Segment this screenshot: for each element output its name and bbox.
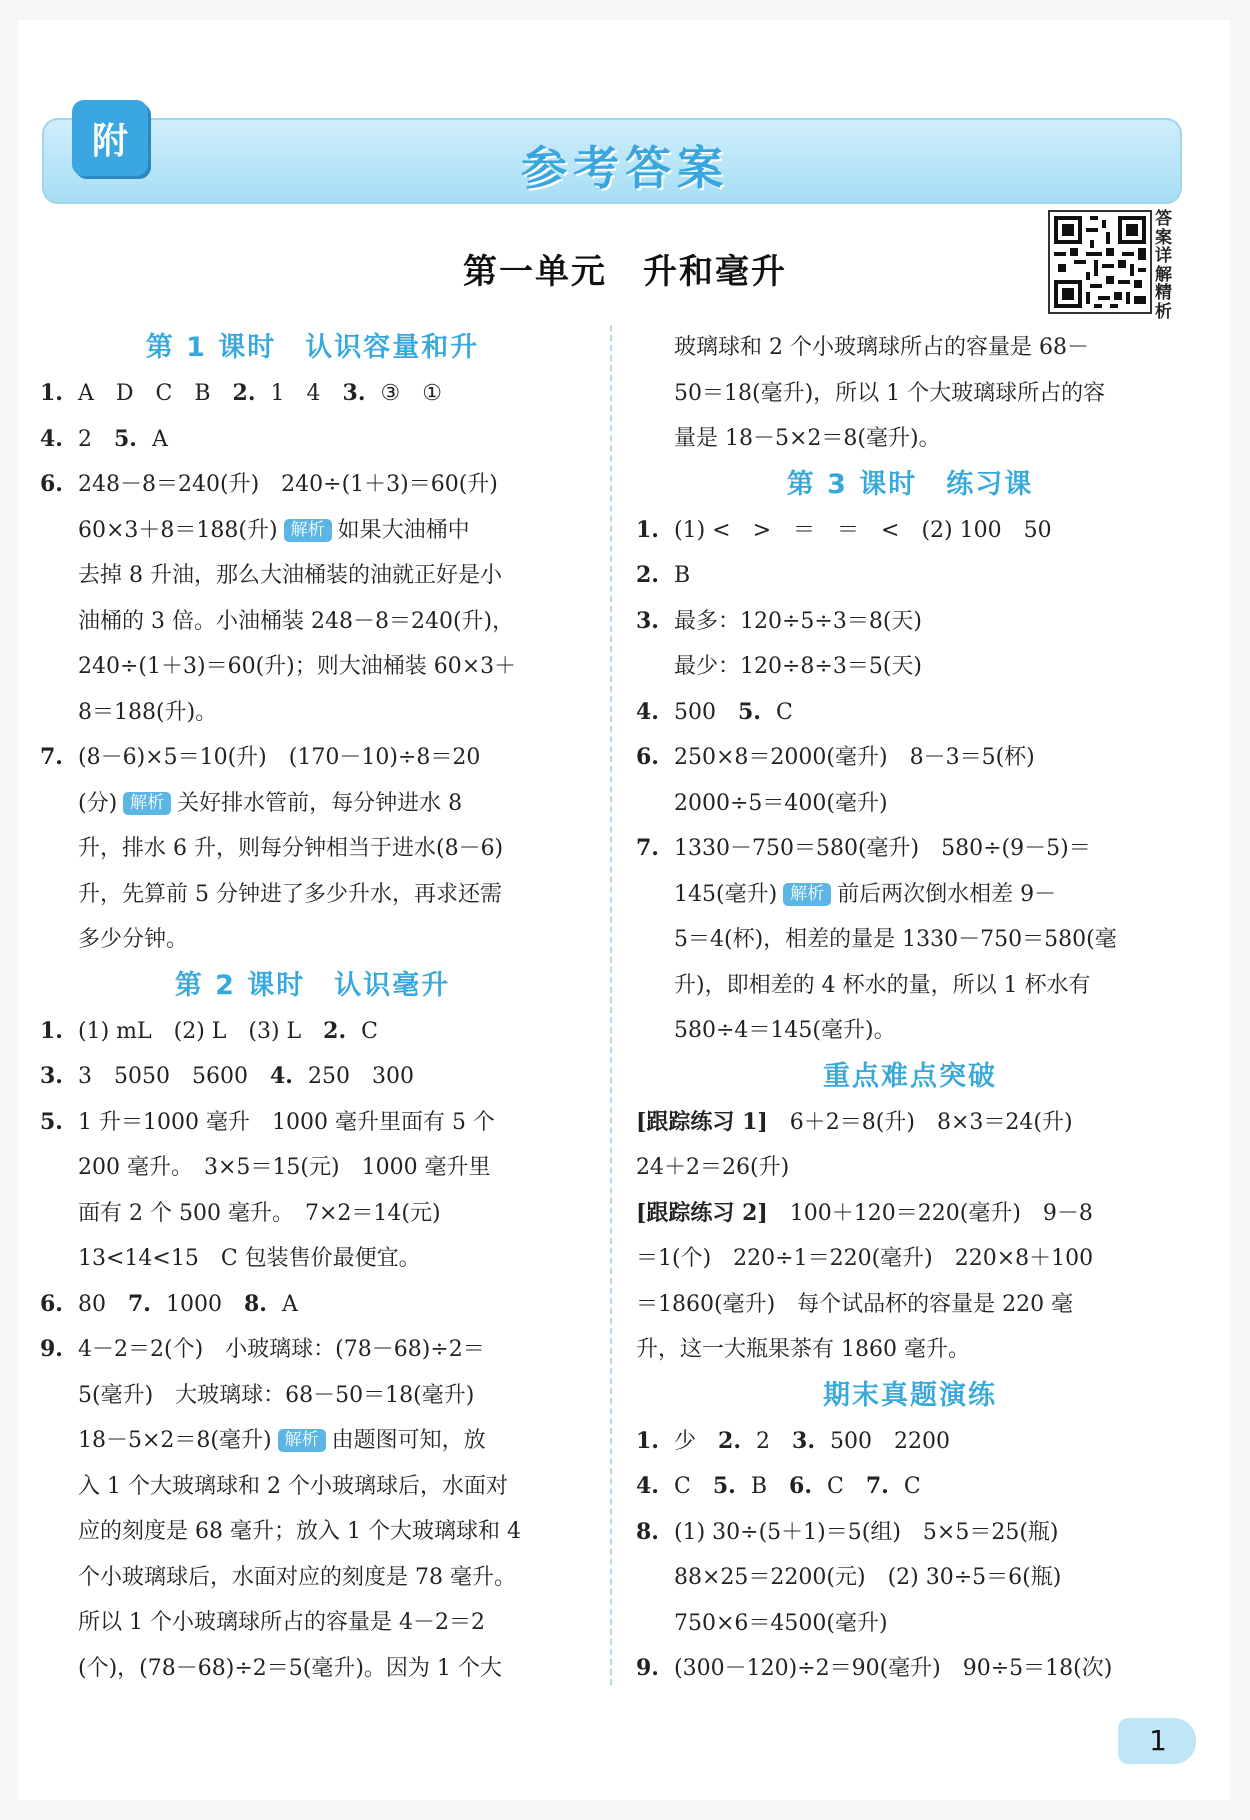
answer-continuation xyxy=(40,1373,585,1419)
answer-line xyxy=(40,1100,585,1146)
question-number: 3. xyxy=(636,607,659,634)
answer-text: 2 xyxy=(756,1428,793,1454)
answer-text: (1) < > ＝ ＝ < (2) 100 50 xyxy=(674,517,1052,543)
answer-text: 1 4 xyxy=(270,381,343,406)
question-number: 8. xyxy=(244,1290,267,1317)
answer-text: 升，排水 6 升，则每分钟相当于进水(8－6) xyxy=(78,836,504,861)
appendix-tag: 附 xyxy=(72,100,148,176)
answer-continuation xyxy=(40,917,585,963)
page-title: 参考答案 xyxy=(521,141,729,195)
answer-text: 去掉 8 升油，那么大油桶装的油就正好是小 xyxy=(78,563,502,588)
answer-line xyxy=(636,1464,1184,1510)
answer-text: (1) mL (2) L (3) L xyxy=(78,1018,324,1044)
answer-continuation xyxy=(636,1327,1184,1373)
answer-text: 60×3＋8＝188(升) xyxy=(78,517,278,543)
answer-text: B xyxy=(750,1474,790,1499)
answer-text: 2 xyxy=(78,426,114,452)
answer-continuation xyxy=(636,1145,1184,1191)
answer-text: 1 升＝1000 毫升 1000 毫升里面有 5 个 xyxy=(78,1109,495,1135)
answer-text: A xyxy=(152,426,168,452)
answer-continuation xyxy=(636,963,1184,1009)
answer-text: (分) xyxy=(78,790,118,816)
question-number: 4. xyxy=(40,425,63,452)
answer-line xyxy=(636,1646,1184,1692)
question-number: 5. xyxy=(712,1473,736,1499)
answer-line xyxy=(40,417,585,463)
question-number: 8. xyxy=(636,1518,659,1545)
answer-text: 6＋2＝8(升) 8×3＝24(升) xyxy=(767,1109,1073,1135)
question-number: 3. xyxy=(342,380,366,406)
question-number: 6. xyxy=(789,1473,812,1499)
answer-text: B xyxy=(674,563,691,588)
answer-text: 关好排水管前，每分钟进水 8 xyxy=(177,790,463,816)
answer-continuation xyxy=(636,1191,1184,1237)
answer-text: (1) 30÷(5＋1)＝5(组) 5×5＝25(瓶) xyxy=(674,1519,1059,1545)
section-heading: 重点难点突破 xyxy=(823,1060,997,1092)
answer-text: 8＝188(升)。 xyxy=(78,699,218,725)
answer-text: 1330－750＝580(毫升) 580÷(9－5)＝ xyxy=(674,836,1091,861)
answer-text: 最多：120÷5÷3＝8(天) xyxy=(674,608,923,634)
answer-line xyxy=(40,1327,585,1373)
answer-line xyxy=(636,1510,1184,1556)
question-number: 2. xyxy=(232,380,256,406)
answer-text: 5＝4(杯)，相差的量是 1330－750＝580(毫 xyxy=(674,927,1117,952)
answer-line xyxy=(636,1419,1184,1465)
answer-text: (个)，(78－68)÷2＝5(毫升)。因为 1 个大 xyxy=(78,1655,502,1681)
answer-line xyxy=(40,1009,585,1055)
answer-continuation xyxy=(636,1555,1184,1601)
answer-text: 入 1 个大玻璃球和 2 个小玻璃球后，水面对 xyxy=(78,1473,508,1499)
answer-continuation xyxy=(40,781,585,827)
answer-text: C xyxy=(361,1018,379,1044)
answer-continuation xyxy=(40,872,585,918)
answer-text: 前后两次倒水相差 9－ xyxy=(837,881,1057,907)
answer-text: 4－2＝2(个) 小玻璃球：(78－68)÷2＝ xyxy=(78,1337,485,1362)
right-column xyxy=(636,325,1184,1692)
answer-text: 88×25＝2200(元) (2) 30÷5＝6(瓶) xyxy=(674,1565,1062,1590)
question-number: 6. xyxy=(40,1290,63,1317)
section-heading: 第 3 课时 练习课 xyxy=(786,468,1034,500)
answer-text: 油桶的 3 倍。小油桶装 248－8＝240(升)， xyxy=(78,608,515,634)
answer-text: 580÷4＝145(毫升)。 xyxy=(674,1018,896,1043)
answer-continuation xyxy=(40,1600,585,1646)
section-heading: 期末真题演练 xyxy=(823,1379,997,1411)
answer-line xyxy=(40,371,585,417)
answer-continuation xyxy=(40,1145,585,1191)
answer-text: 250 300 xyxy=(307,1064,414,1089)
question-number: 1. xyxy=(636,1427,659,1454)
section-heading: 第 1 课时 认识容量和升 xyxy=(145,332,480,363)
question-number: 1. xyxy=(40,1017,63,1044)
answer-text: C xyxy=(674,1474,713,1499)
answer-text: 升，这一大瓶果茶有 1860 毫升。 xyxy=(636,1337,970,1362)
answer-text: 最少：120÷8÷3＝5(天) xyxy=(674,654,923,679)
unit-title: 第一单元 升和毫升 xyxy=(463,252,787,292)
answer-text: 多少分钟。 xyxy=(78,927,189,952)
answer-continuation xyxy=(40,690,585,736)
answer-line xyxy=(636,599,1184,645)
answer-text: 80 xyxy=(78,1291,128,1317)
question-number: 7. xyxy=(865,1473,889,1499)
answer-continuation xyxy=(636,872,1184,918)
answer-text: (8－6)×5＝10(升) (170－10)÷8＝20 xyxy=(78,745,481,770)
answer-continuation xyxy=(636,325,1184,371)
column-divider xyxy=(610,325,612,1685)
question-number: 4. xyxy=(636,1473,659,1499)
answer-text: 250×8＝2000(毫升) 8－3＝5(杯) xyxy=(674,745,1035,770)
answer-line xyxy=(636,508,1184,554)
answer-continuation xyxy=(40,644,585,690)
question-number: 4. xyxy=(636,698,659,725)
answer-continuation xyxy=(636,1282,1184,1328)
answer-continuation xyxy=(40,599,585,645)
answer-text: 248－8＝240(升) 240÷(1＋3)＝60(升) xyxy=(78,472,498,497)
analysis-badge: 解析 xyxy=(783,883,831,906)
answer-text: 500 xyxy=(674,699,738,725)
answer-line xyxy=(40,1282,585,1328)
analysis-badge: 解析 xyxy=(278,1429,326,1452)
answer-line xyxy=(636,735,1184,781)
answer-text: ＝1860(毫升) 每个试品杯的容量是 220 毫 xyxy=(636,1291,1074,1317)
answer-text: C xyxy=(903,1474,921,1499)
answer-line xyxy=(636,826,1184,872)
question-number: 6. xyxy=(40,471,63,497)
question-number: 6. xyxy=(636,744,659,770)
answer-text: C xyxy=(776,699,793,725)
answer-continuation xyxy=(636,1601,1184,1647)
question-number: 3. xyxy=(792,1427,815,1454)
analysis-badge: 解析 xyxy=(284,519,332,542)
answer-text: 玻璃球和 2 个小玻璃球所占的容量是 68－ xyxy=(674,335,1089,360)
answer-continuation xyxy=(636,917,1184,963)
section-heading: 第 2 课时 认识毫升 xyxy=(174,969,451,1001)
answer-continuation xyxy=(40,1509,585,1555)
answer-continuation xyxy=(40,1236,585,1282)
question-number: 5. xyxy=(738,698,761,725)
answer-continuation xyxy=(636,371,1184,417)
answer-text: 量是 18－5×2＝8(毫升)。 xyxy=(674,426,941,451)
question-number: 2. xyxy=(323,1017,347,1044)
answer-text: 5(毫升) 大玻璃球：68－50＝18(毫升) xyxy=(78,1382,475,1408)
qr-code-icon[interactable] xyxy=(1048,210,1152,314)
answer-text: 由题图可知，放 xyxy=(331,1428,486,1453)
answer-continuation xyxy=(636,416,1184,462)
question-number: 9. xyxy=(636,1655,659,1681)
question-number: 4. xyxy=(269,1063,293,1089)
answer-text: A D C B xyxy=(78,381,233,406)
answer-text: C xyxy=(827,1474,866,1499)
question-number: 2. xyxy=(718,1427,741,1454)
question-number: 7. xyxy=(128,1290,151,1317)
answer-text: 50＝18(毫升)，所以 1 个大玻璃球所占的容 xyxy=(674,380,1106,406)
answer-continuation xyxy=(40,1646,585,1692)
answer-continuation xyxy=(40,1555,585,1601)
answer-line xyxy=(636,553,1184,599)
answer-text: 1000 xyxy=(166,1291,244,1317)
answer-line xyxy=(40,1054,585,1100)
answer-continuation xyxy=(636,1236,1184,1282)
answer-continuation xyxy=(40,1464,585,1510)
answer-text: 应的刻度是 68 毫升；放入 1 个大玻璃球和 4 xyxy=(78,1519,521,1544)
answer-text: 100＋120＝220(毫升) 9－8 xyxy=(767,1200,1093,1226)
question-number: 7. xyxy=(636,835,659,861)
answer-line xyxy=(40,462,585,508)
page-number: 1 xyxy=(1149,1723,1167,1757)
answer-text: 面有 2 个 500 毫升。 7×2＝14(元) xyxy=(78,1200,441,1226)
answer-text: 少 xyxy=(674,1428,719,1454)
practice-label: [跟踪练习 2] xyxy=(636,1199,768,1226)
question-number: 3. xyxy=(40,1063,63,1089)
question-number: 1. xyxy=(636,516,659,543)
answer-text: 所以 1 个小玻璃球所占的容量是 4－2＝2 xyxy=(78,1610,485,1635)
answer-text: 升)，即相差的 4 杯水的量，所以 1 杯水有 xyxy=(674,972,1091,998)
answer-continuation xyxy=(40,508,585,554)
answer-line xyxy=(636,690,1184,736)
answer-text: 200 毫升。 3×5＝15(元) 1000 毫升里 xyxy=(78,1155,491,1180)
question-number: 5. xyxy=(114,425,137,452)
analysis-badge: 解析 xyxy=(123,792,171,815)
answer-line xyxy=(40,735,585,781)
answer-text: 3 5050 5600 xyxy=(78,1064,270,1089)
answer-text: 500 2200 xyxy=(830,1428,950,1454)
answer-continuation xyxy=(40,1418,585,1464)
answer-continuation xyxy=(40,826,585,872)
answer-continuation xyxy=(636,1100,1184,1146)
question-number: 7. xyxy=(40,744,63,770)
answer-text: 2000÷5＝400(毫升) xyxy=(674,790,888,816)
answer-text: 个小玻璃球后，水面对应的刻度是 78 毫升。 xyxy=(78,1564,516,1590)
answer-text: A xyxy=(282,1291,298,1317)
answer-text: ③ ① xyxy=(380,381,442,406)
answer-text: 升，先算前 5 分钟进了多少升水，再求还需 xyxy=(78,881,502,907)
answer-text: 如果大油桶中 xyxy=(337,517,470,543)
answer-continuation xyxy=(636,644,1184,690)
answer-text: 24＋2＝26(升) xyxy=(636,1155,790,1180)
answer-continuation xyxy=(636,1008,1184,1054)
answer-text: ＝1(个) 220÷1＝220(毫升) 220×8＋100 xyxy=(636,1246,1094,1271)
answer-continuation xyxy=(40,1191,585,1237)
question-number: 1. xyxy=(40,380,63,406)
answer-continuation xyxy=(636,781,1184,827)
answer-continuation xyxy=(40,553,585,599)
question-number: 5. xyxy=(40,1108,63,1135)
practice-label: [跟踪练习 1] xyxy=(636,1108,768,1135)
answer-text: 145(毫升) xyxy=(674,881,778,907)
answer-text: 240÷(1＋3)＝60(升)；则大油桶装 60×3＋ xyxy=(78,654,517,679)
question-number: 2. xyxy=(636,562,659,588)
answer-text: 18－5×2＝8(毫升) xyxy=(78,1428,272,1453)
answer-text: 750×6＝4500(毫升) xyxy=(674,1610,888,1636)
left-column xyxy=(40,325,585,1691)
answer-text: 13<14<15 C 包装售价最便宜。 xyxy=(78,1246,421,1271)
qr-label: 答案详解精析 xyxy=(1155,209,1172,322)
answer-text: (300－120)÷2＝90(毫升) 90÷5＝18(次) xyxy=(674,1656,1113,1681)
question-number: 9. xyxy=(40,1336,63,1362)
